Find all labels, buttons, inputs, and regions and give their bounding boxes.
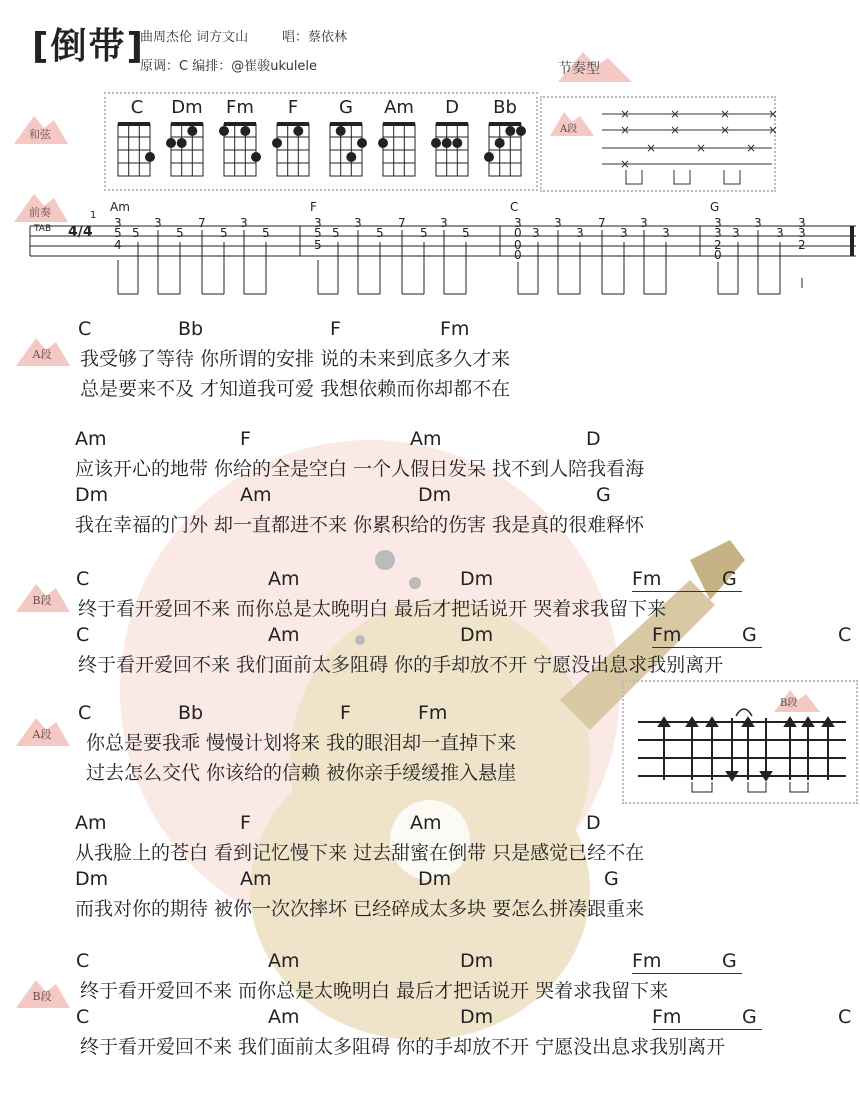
svg-text:5: 5 <box>114 226 122 240</box>
svg-text:3: 3 <box>314 216 322 230</box>
intro-tab <box>30 200 860 300</box>
svg-text:3: 3 <box>440 216 448 230</box>
time-signature: 4/4 <box>68 224 93 240</box>
svg-text:×: × <box>696 141 707 155</box>
chord-symbol: D <box>586 812 601 834</box>
lyric-row <box>0 374 860 400</box>
lyric-row <box>0 894 860 920</box>
lyric-line: 过去怎么交代 你该给的信赖 被你亲手缓缓推入悬崖 <box>86 762 517 784</box>
tab-clef: TAB <box>34 224 52 234</box>
svg-text:5: 5 <box>176 226 184 240</box>
svg-text:5: 5 <box>332 226 340 240</box>
svg-text:5: 5 <box>376 226 384 240</box>
chord-symbol: Dm <box>418 484 452 506</box>
chord-symbol: Fm <box>632 950 662 972</box>
svg-text:5: 5 <box>420 226 428 240</box>
rhythm-pattern-a <box>540 96 779 192</box>
lyric-line: 我受够了等待 你所谓的安排 说的未来到底多久才来 <box>80 348 511 370</box>
chord-symbol: Bb <box>178 318 204 340</box>
chord-symbol: G <box>604 868 619 890</box>
measure-chord: Am <box>110 200 130 214</box>
svg-text:3: 3 <box>576 226 584 240</box>
svg-text:7: 7 <box>198 216 206 230</box>
svg-text:×: × <box>620 123 631 137</box>
chord-symbol: Am <box>268 1006 300 1028</box>
chord-symbol: Am <box>75 428 107 450</box>
chord-symbol: Am <box>268 568 300 590</box>
chord-symbol: Dm <box>460 1006 494 1028</box>
lyric-line: 而我对你的期待 被你一次次摔坏 已经碎成太多块 要怎么拼凑跟重来 <box>75 898 645 920</box>
lyric-line: 终于看开爱回不来 而你总是太晚明白 最后才把话说开 哭着求我留下来 <box>78 598 667 620</box>
svg-text:×: × <box>646 141 657 155</box>
svg-text:5: 5 <box>314 238 322 252</box>
svg-text:3: 3 <box>620 226 628 240</box>
chord-symbol: C <box>78 702 92 724</box>
chord-underline <box>632 591 742 592</box>
chord-symbol: Dm <box>75 868 109 890</box>
chord-row <box>0 812 860 838</box>
chord-name: F <box>287 97 299 118</box>
lyric-row <box>0 594 860 620</box>
chord-symbol: Am <box>240 484 272 506</box>
chord-symbol: F <box>240 812 251 834</box>
svg-text:5: 5 <box>314 226 322 240</box>
svg-text:3: 3 <box>532 226 540 240</box>
lyric-line: 你总是要我乖 慢慢计划将来 我的眼泪却一直掉下来 <box>86 732 517 754</box>
lyric-line: 终于看开爱回不来 而你总是太晚明白 最后才把话说开 哭着求我留下来 <box>80 980 669 1002</box>
lyric-line: 终于看开爱回不来 我们面前太多阻碍 你的手却放不开 宁愿没出息求我别离开 <box>80 1036 726 1058</box>
chord-symbol: Fm <box>418 702 448 724</box>
lyric-line: 我在幸福的门外 却一直都进不来 你累积给的伤害 我是真的很难释怀 <box>75 514 645 536</box>
svg-text:7: 7 <box>598 216 606 230</box>
svg-text:3: 3 <box>798 226 806 240</box>
chord-diagrams-panel <box>104 92 538 191</box>
svg-text:3: 3 <box>732 226 740 240</box>
chord-row <box>0 428 860 454</box>
song-title: [倒带] <box>32 26 145 67</box>
chord-symbol: F <box>330 318 341 340</box>
chord-symbol: G <box>742 1006 757 1028</box>
svg-text:0: 0 <box>514 248 522 262</box>
tab-staff <box>30 200 860 300</box>
svg-text:3: 3 <box>714 226 722 240</box>
chord-row <box>0 484 860 510</box>
svg-text:2: 2 <box>798 238 806 252</box>
svg-text:2: 2 <box>714 238 722 252</box>
chord-symbol: Dm <box>460 624 494 646</box>
chord-row <box>0 624 860 650</box>
chord-symbol: Am <box>410 428 442 450</box>
singer: 唱：蔡依林 <box>282 30 348 45</box>
chord-symbol: Fm <box>652 1006 682 1028</box>
chord-symbol: D <box>586 428 601 450</box>
chord-symbol: C <box>76 568 90 590</box>
chord-symbol: C <box>838 1006 852 1028</box>
svg-text:×: × <box>768 123 779 137</box>
svg-text:5: 5 <box>220 226 228 240</box>
chords-label: 和弦 <box>12 110 68 146</box>
chord-symbol: Am <box>240 868 272 890</box>
chord-name: G <box>339 97 353 118</box>
lyric-row <box>0 728 860 754</box>
svg-text:3: 3 <box>776 226 784 240</box>
chord-symbol: C <box>838 624 852 646</box>
chord-symbol: Am <box>75 812 107 834</box>
svg-text:5: 5 <box>462 226 470 240</box>
key-and-arranger: 原调：C 编排：@崔骏ukulele <box>140 59 318 74</box>
svg-text:0: 0 <box>514 238 522 252</box>
measure-chord: C <box>510 200 519 214</box>
measure-chord: F <box>310 200 317 214</box>
chord-row <box>0 1006 860 1032</box>
chord-symbol: Dm <box>460 568 494 590</box>
chord-name: Bb <box>493 97 517 118</box>
song-credits: 曲周杰伦 词方文山 <box>140 30 249 45</box>
chord-row <box>0 702 860 728</box>
svg-text:5: 5 <box>132 226 140 240</box>
b-section-tag: B段 <box>780 698 798 709</box>
chord-name: Dm <box>171 97 203 118</box>
section-label: A段 <box>14 332 70 368</box>
chord-name: Am <box>384 97 414 118</box>
chord-symbol: C <box>76 950 90 972</box>
chord-underline <box>652 1029 762 1030</box>
svg-text:3: 3 <box>798 216 806 230</box>
chord-symbol: Fm <box>632 568 662 590</box>
chord-symbol: G <box>722 950 737 972</box>
chord-name: Fm <box>226 97 254 118</box>
chord-symbol: F <box>240 428 251 450</box>
chord-name: D <box>445 97 459 118</box>
chord-symbol: Fm <box>652 624 682 646</box>
lyric-line: 从我脸上的苍白 看到记忆慢下来 过去甜蜜在倒带 只是感觉已经不在 <box>75 842 645 864</box>
rhythm-pattern-label: 节奏型 <box>548 48 634 84</box>
svg-text:3: 3 <box>754 216 762 230</box>
a-section-tag: A段 <box>560 124 578 135</box>
chord-symbol: Dm <box>75 484 109 506</box>
lyric-row <box>0 344 860 370</box>
chord-symbol: Fm <box>440 318 470 340</box>
lyric-line: 终于看开爱回不来 我们面前太多阻碍 你的手却放不开 宁愿没出息求我别离开 <box>78 654 724 676</box>
chord-row <box>0 868 860 894</box>
section-label: B段 <box>14 578 70 614</box>
chord-symbol: Dm <box>418 868 452 890</box>
rhythm-staff <box>542 98 779 190</box>
chord-row <box>0 950 860 976</box>
chord-symbol: Am <box>268 624 300 646</box>
section-label: A段 <box>14 712 70 748</box>
lyric-row <box>0 650 860 676</box>
chord-symbol: Am <box>410 812 442 834</box>
svg-text:3: 3 <box>240 216 248 230</box>
svg-text:4: 4 <box>114 238 122 252</box>
svg-text:×: × <box>620 107 631 121</box>
chord-symbol: Bb <box>178 702 204 724</box>
svg-text:×: × <box>670 107 681 121</box>
lyric-line: 应该开心的地带 你给的全是空白 一个人假日发呆 找不到人陪我看海 <box>75 458 645 480</box>
svg-text:5: 5 <box>262 226 270 240</box>
chord-name: C <box>130 97 144 118</box>
svg-text:3: 3 <box>714 216 722 230</box>
svg-text:3: 3 <box>640 216 648 230</box>
lyric-row <box>0 454 860 480</box>
lyric-row <box>0 758 860 784</box>
chord-symbol: C <box>76 624 90 646</box>
svg-text:3: 3 <box>554 216 562 230</box>
svg-text:0: 0 <box>714 248 722 262</box>
lyric-line: 总是要来不及 才知道我可爱 我想依赖而你却都不在 <box>80 378 511 400</box>
chord-row <box>0 568 860 594</box>
chord-underline <box>632 973 742 974</box>
svg-text:3: 3 <box>154 216 162 230</box>
lyric-row <box>0 1032 860 1058</box>
intro-label: 前奏 <box>12 188 68 224</box>
svg-text:×: × <box>720 107 731 121</box>
chord-symbol: Dm <box>460 950 494 972</box>
chord-symbol: F <box>340 702 351 724</box>
svg-text:0: 0 <box>514 226 522 240</box>
chord-underline <box>652 647 762 648</box>
svg-text:×: × <box>670 123 681 137</box>
lyric-row <box>0 976 860 1002</box>
svg-text:7: 7 <box>398 216 406 230</box>
svg-text:3: 3 <box>514 216 522 230</box>
svg-text:×: × <box>620 157 631 171</box>
svg-text:×: × <box>768 107 779 121</box>
svg-text:3: 3 <box>662 226 670 240</box>
svg-text:3: 3 <box>354 216 362 230</box>
section-label: B段 <box>14 974 70 1010</box>
measure-chord: G <box>710 200 720 214</box>
lyric-row <box>0 838 860 864</box>
svg-text:×: × <box>720 123 731 137</box>
chord-symbol: Am <box>268 950 300 972</box>
svg-text:3: 3 <box>114 216 122 230</box>
chord-symbol: C <box>76 1006 90 1028</box>
lyric-row <box>0 510 860 536</box>
chord-symbol: C <box>78 318 92 340</box>
svg-text:×: × <box>746 141 757 155</box>
chord-symbol: G <box>742 624 757 646</box>
chord-symbol: G <box>596 484 611 506</box>
bar-number: 1 <box>90 210 97 221</box>
chord-symbol: G <box>722 568 737 590</box>
chord-row <box>0 318 860 344</box>
